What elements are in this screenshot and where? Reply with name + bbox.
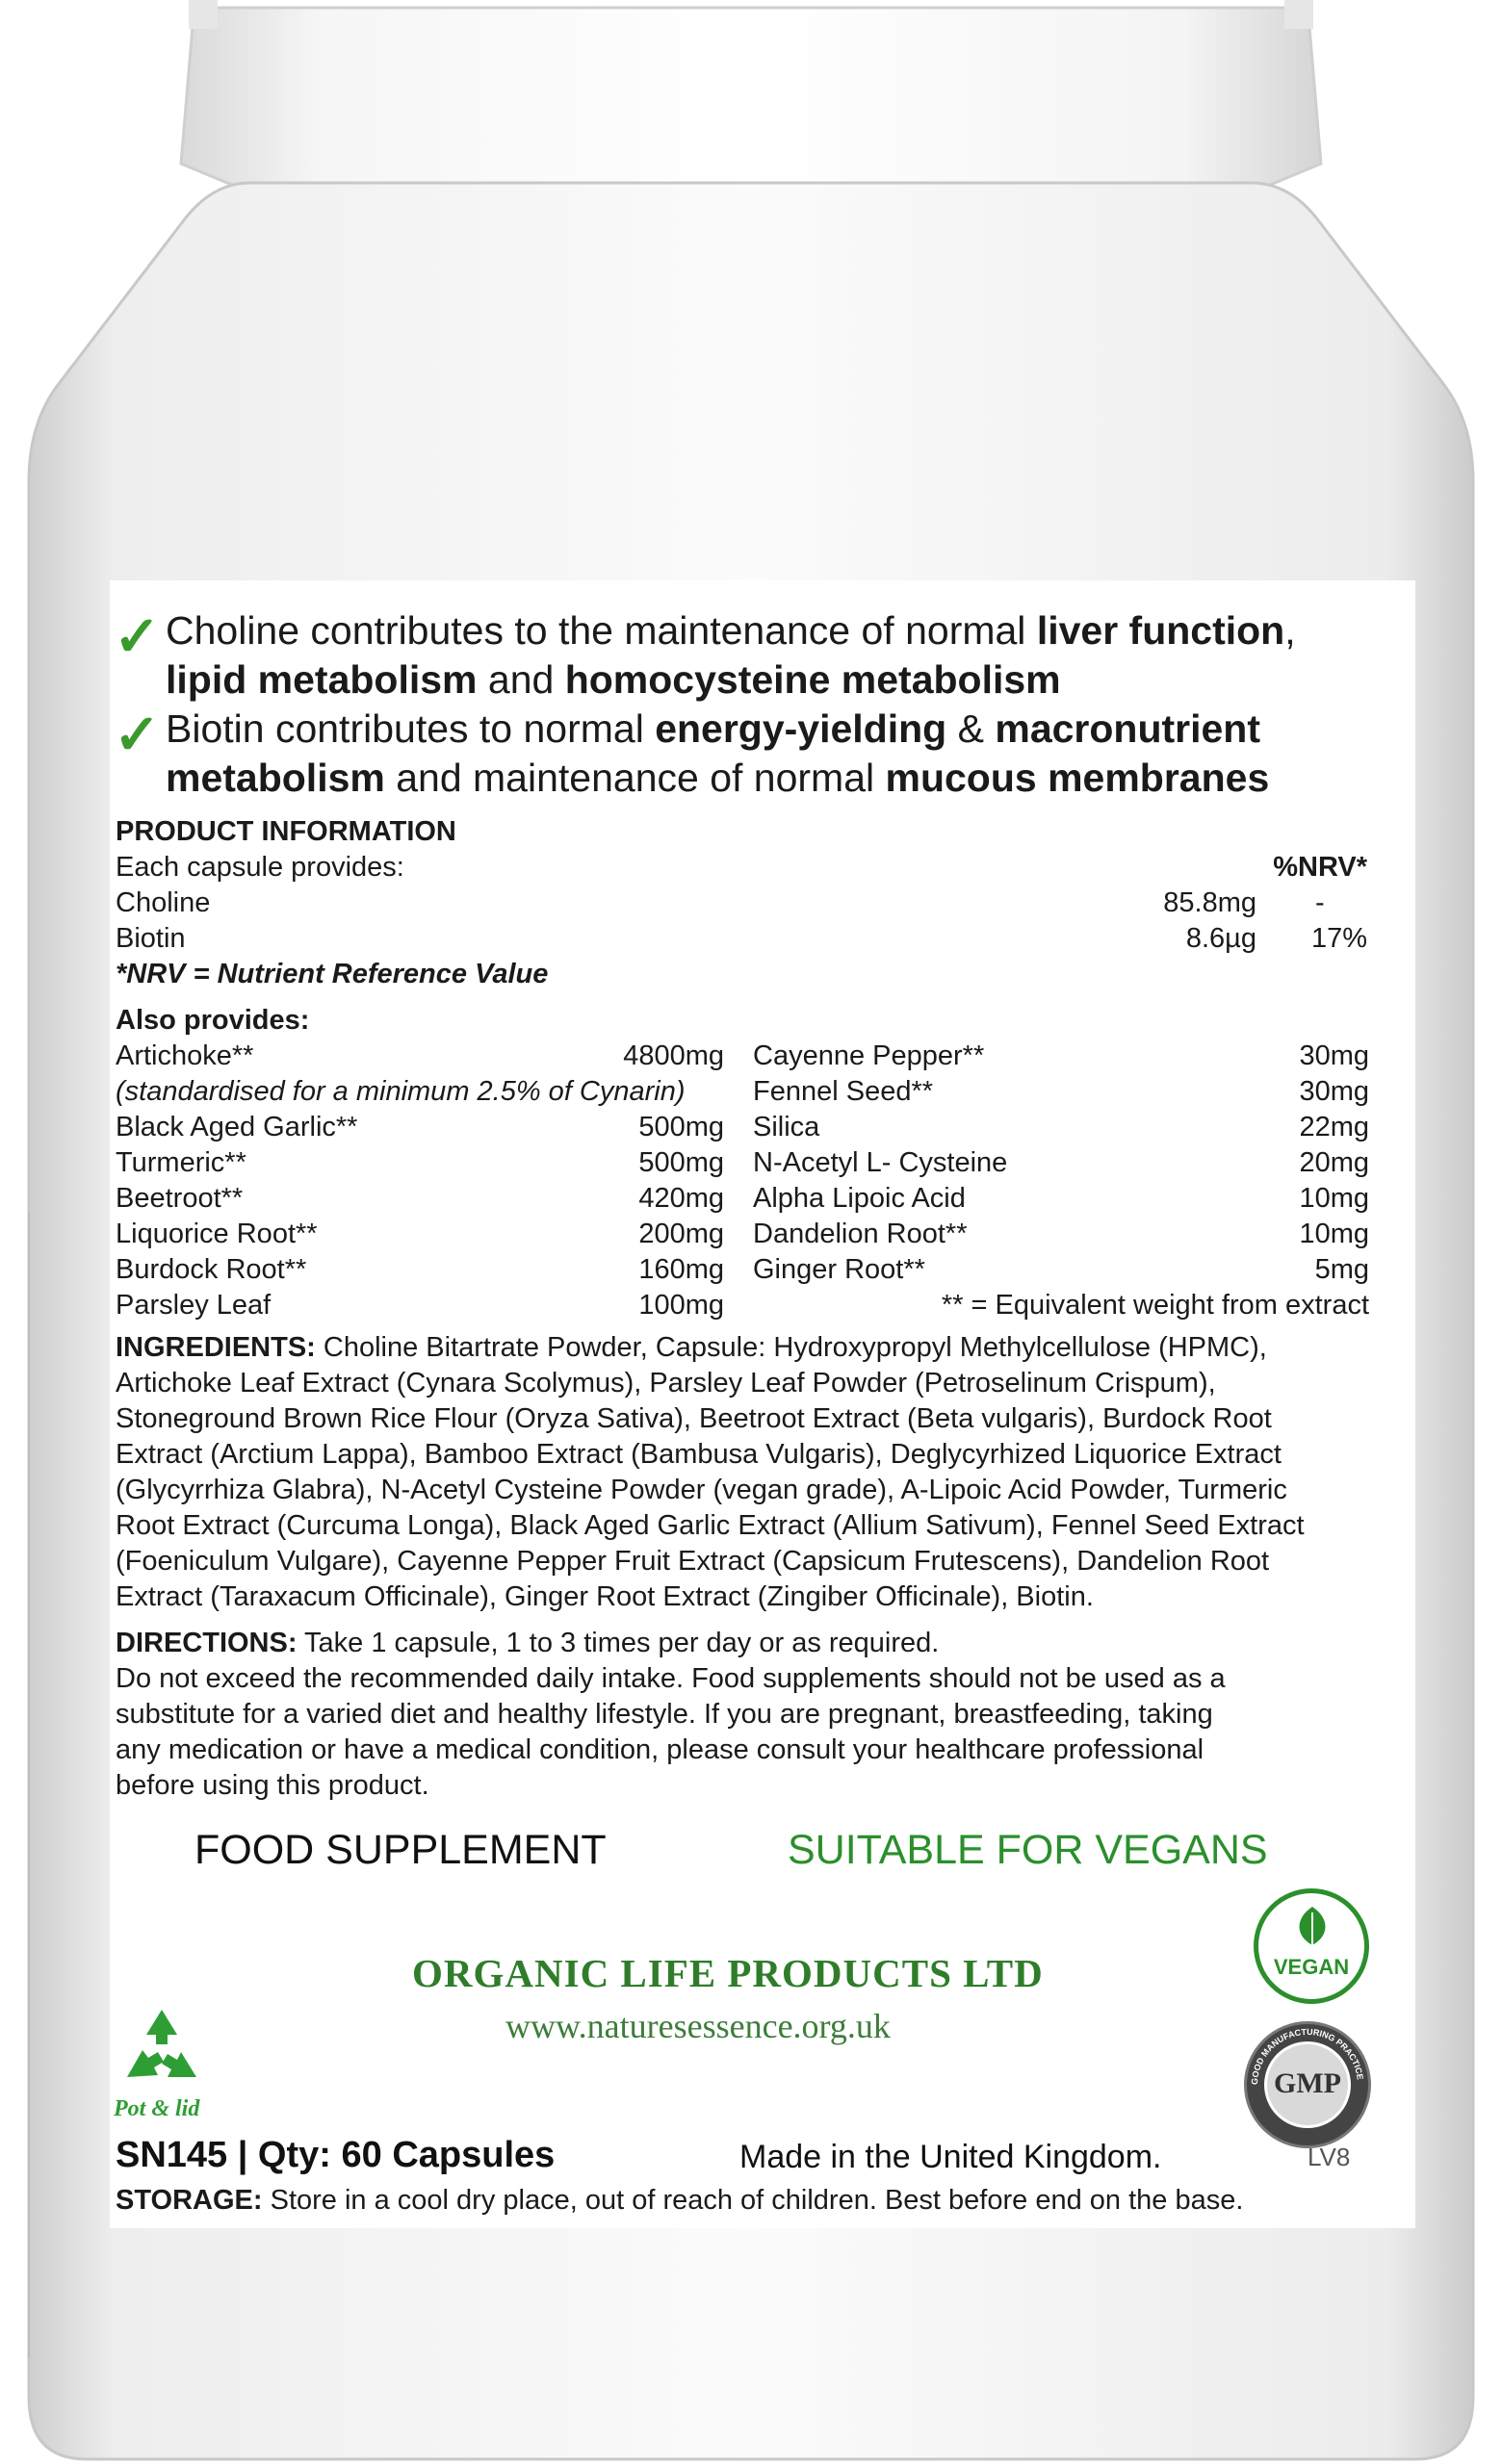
ingredient-amount: 30mg (1299, 1040, 1369, 1071)
ingredient-name: Liquorice Root** (116, 1219, 318, 1249)
ingredient-amount: 500mg (638, 1112, 724, 1142)
ingredient-name: Dandelion Root** (753, 1219, 968, 1249)
extract-note: ** = Equivalent weight from extract (941, 1290, 1369, 1321)
vegan-claim: SUITABLE FOR VEGANS (788, 1827, 1268, 1873)
ingredient-amount: 200mg (638, 1219, 724, 1249)
gmp-badge-text: GMP (1274, 2067, 1341, 2099)
claim-line-1: Choline contributes to the maintenance of normal liver function, (166, 608, 1296, 653)
ingredient-name: N-Acetyl L- Cysteine (753, 1147, 1008, 1178)
vegan-badge-text: VEGAN (1273, 1955, 1350, 1979)
ingredient-name: Cayenne Pepper** (753, 1040, 985, 1071)
ingredient-amount: 30mg (1299, 1076, 1369, 1107)
product-info-heading: PRODUCT INFORMATION (116, 816, 456, 847)
leaf-icon (1291, 1903, 1334, 1949)
ingredient-name: Alpha Lipoic Acid (753, 1183, 966, 1214)
sku-qty: SN145 | Qty: 60 Capsules (116, 2135, 556, 2175)
ingredients-line: INGREDIENTS: Choline Bitartrate Powder, Capsule: Hydroxypropyl Methylcellulose (HPMC), (116, 1332, 1267, 1363)
gmp-badge (1244, 2021, 1371, 2148)
vegan-badge (1254, 1888, 1369, 2004)
ingredient-amount: 10mg (1299, 1219, 1369, 1249)
ingredient-name: Parsley Leaf (116, 1290, 272, 1321)
ingredient-amount: 22mg (1299, 1112, 1369, 1142)
ingredient-name: Burdock Root** (116, 1254, 307, 1285)
gmp-ring-text: GOOD MANUFACTURING PRACTICE (1249, 2026, 1365, 2086)
nutrient-name: Choline (116, 887, 211, 918)
ingredients-line: Root Extract (Curcuma Longa), Black Aged Garlic Extract (Allium Sativum), Fennel Seed Extract (116, 1510, 1305, 1541)
ingredient-amount: 4800mg (623, 1040, 724, 1071)
ingredient-amount: 100mg (638, 1290, 724, 1321)
ingredient-name: Silica (753, 1112, 820, 1142)
ingredient-name: Black Aged Garlic** (116, 1112, 358, 1142)
claim-line-3: Biotin contributes to normal energy-yielding & macronutrient (166, 706, 1261, 751)
directions-line: any medication or have a medical condition, please consult your healthcare professional (116, 1734, 1204, 1765)
ingredient-note: (standardised for a minimum 2.5% of Cynarin) (116, 1076, 686, 1107)
directions-line: Do not exceed the recommended daily intake. Food supplements should not be used as a (116, 1663, 1226, 1694)
nutrient-nrv: 17% (1310, 923, 1367, 954)
recycle-icon (114, 2002, 210, 2098)
ingredient-amount: 160mg (638, 1254, 724, 1285)
also-provides-heading: Also provides: (116, 1005, 310, 1036)
claim-line-2: lipid metabolism and homocysteine metabolism (166, 657, 1061, 702)
ingredient-amount: 420mg (638, 1183, 724, 1214)
ingredient-name: Beetroot** (116, 1183, 244, 1214)
food-supplement-label: FOOD SUPPLEMENT (194, 1827, 607, 1873)
claim-line-4: metabolism and maintenance of normal mucous membranes (166, 756, 1270, 800)
ingredients-line: (Glycyrrhiza Glabra), N-Acetyl Cysteine Powder (vegan grade), A-Lipoic Acid Powder, Turmeric (116, 1475, 1287, 1505)
directions-line: substitute for a varied diet and healthy lifestyle. If you are pregnant, breastfeeding, taking (116, 1699, 1213, 1730)
nutrient-nrv: - (1315, 887, 1325, 918)
checkmark-icon: ✓ (114, 605, 161, 668)
ingredient-amount: 20mg (1299, 1147, 1369, 1178)
recycle-caption: Pot & lid (114, 2096, 200, 2121)
gmp-ring-icon (1247, 2024, 1368, 2145)
each-capsule-label: Each capsule provides: (116, 852, 404, 883)
ingredient-amount: 5mg (1314, 1254, 1369, 1285)
website: www.naturesessence.org.uk (505, 2007, 891, 2045)
ingredients-line: Stoneground Brown Rice Flour (Oryza Sativa), Beetroot Extract (Beta vulgaris), Burdock Root (116, 1403, 1272, 1434)
ingredient-name: Fennel Seed** (753, 1076, 934, 1107)
ingredient-name: Artichoke** (116, 1040, 254, 1071)
bottle-cap (181, 8, 1321, 192)
nrv-note: *NRV = Nutrient Reference Value (116, 959, 549, 989)
directions-line: DIRECTIONS: Take 1 capsule, 1 to 3 times per day or as required. (116, 1628, 940, 1658)
ingredient-amount: 500mg (638, 1147, 724, 1178)
company-name: ORGANIC LIFE PRODUCTS LTD (412, 1951, 1044, 1995)
directions-line: before using this product. (116, 1770, 429, 1801)
ingredients-line: Artichoke Leaf Extract (Cynara Scolymus), Parsley Leaf Powder (Petroselinum Crispum), (116, 1368, 1216, 1399)
lot-code: LV8 (1308, 2143, 1351, 2171)
ingredients-line: Extract (Taraxacum Officinale), Ginger Root Extract (Zingiber Officinale), Biotin. (116, 1581, 1094, 1612)
storage-line: STORAGE: Store in a cool dry place, out of reach of children. Best before end on the base. (116, 2185, 1244, 2216)
ingredient-name: Ginger Root** (753, 1254, 925, 1285)
nutrient-amount: 85.8mg (1163, 887, 1256, 918)
ingredient-amount: 10mg (1299, 1183, 1369, 1214)
ingredients-line: (Foeniculum Vulgare), Cayenne Pepper Fruit Extract (Capsicum Frutescens), Dandelion Root (116, 1546, 1270, 1577)
nutrient-amount: 8.6µg (1185, 923, 1256, 954)
svg-text:GOOD MANUFACTURING PRACTICE (1250, 2027, 1365, 2085)
made-in: Made in the United Kingdom. (739, 2139, 1162, 2175)
nrv-header: %NRV* (1273, 852, 1367, 883)
nutrient-name: Biotin (116, 923, 186, 954)
ingredient-name: Turmeric** (116, 1147, 246, 1178)
checkmark-icon: ✓ (114, 704, 161, 766)
ingredients-line: Extract (Arctium Lappa), Bamboo Extract (Bambusa Vulgaris), Deglycyrhized Liquorice Extract (116, 1439, 1282, 1470)
